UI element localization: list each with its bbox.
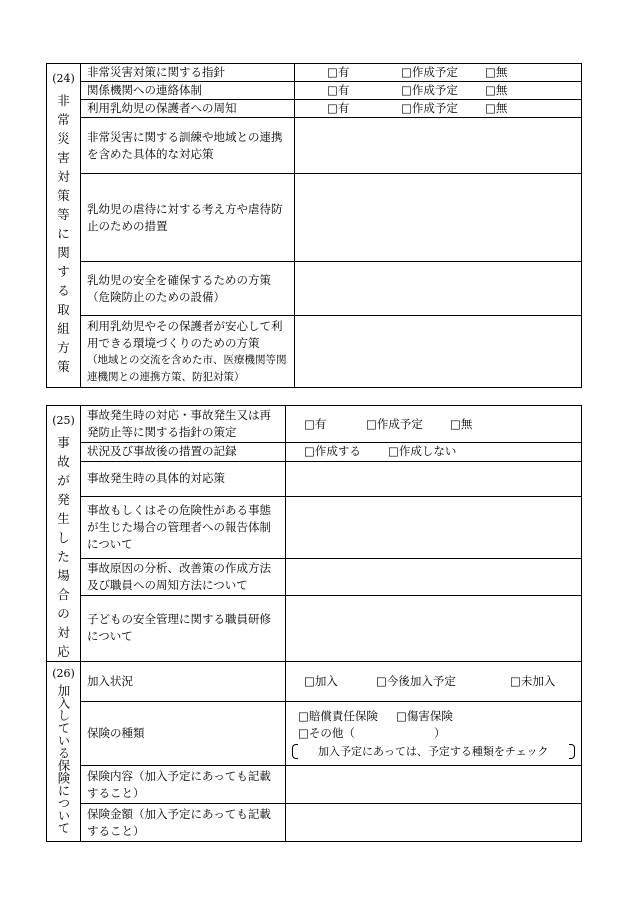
section-24-table — [46, 63, 582, 388]
answer-field[interactable] — [295, 316, 582, 388]
checkbox-will-create[interactable]: □作成する — [304, 444, 361, 459]
answer-field[interactable] — [286, 804, 582, 842]
section-24-side-header — [47, 64, 81, 388]
row-label: 事故原因の分析、改善策の作成方法及び職員への周知方法について — [81, 558, 286, 595]
section-25-number: (25) — [52, 414, 75, 427]
checkbox-yes[interactable]: □有 — [327, 65, 350, 79]
checkbox-yes[interactable]: □有 — [327, 83, 350, 97]
insurance-type-options[interactable] — [286, 702, 582, 766]
checkbox-no[interactable]: □無 — [485, 65, 508, 79]
row-label: 利用乳幼児やその保護者が安心して利用できる環境づくりのための方策 （地域との交流を含めた市、医療機関等関連機関との連携方策、防犯対策） — [81, 316, 295, 388]
checkbox-no[interactable]: □無 — [485, 83, 508, 97]
answer-field[interactable] — [286, 595, 582, 661]
checkbox-group[interactable] — [286, 443, 582, 462]
other-close-paren: ） — [434, 725, 446, 740]
row-label: 状況及び事故後の措置の記録 — [81, 443, 286, 462]
row-label: 非常災害に関する訓練や地域との連携を含めた具体的な対応策 — [81, 118, 295, 174]
checkbox-liability-insurance[interactable]: □賠償責任保険 — [298, 708, 378, 723]
row-label: 子どもの安全管理に関する職員研修について — [81, 595, 286, 661]
row-label: 保険内容（加入予定にあっても記載すること） — [81, 766, 286, 804]
answer-field[interactable] — [286, 496, 582, 558]
section-25-26-table — [46, 405, 582, 842]
checkbox-group[interactable] — [295, 82, 582, 100]
row-label: 保険の種類 — [81, 702, 286, 766]
row-label: 事故発生時の具体的対応策 — [81, 461, 286, 496]
row-label: 利用乳幼児の保護者への周知 — [81, 100, 295, 118]
section-24-number: (24) — [52, 72, 75, 85]
section-26-side-header — [47, 662, 81, 842]
checkbox-planned[interactable]: □作成予定 — [401, 83, 458, 97]
checkbox-other[interactable]: □その他（ — [298, 725, 355, 740]
checkbox-group[interactable] — [295, 100, 582, 118]
checkbox-group[interactable] — [286, 406, 582, 443]
checkbox-group[interactable] — [295, 64, 582, 82]
answer-field[interactable] — [295, 174, 582, 262]
row-label: 関係機関への連絡体制 — [81, 82, 295, 100]
checkbox-planned[interactable]: □作成予定 — [401, 65, 458, 79]
row-label: 乳幼児の虐待に対する考え方や虐待防止のための措置 — [81, 174, 295, 262]
answer-field[interactable] — [295, 118, 582, 174]
checkbox-plan-to-enroll[interactable]: □今後加入予定 — [376, 674, 456, 688]
section-25-side-header — [47, 406, 81, 662]
row-label: 加入状況 — [81, 662, 286, 702]
checkbox-group[interactable] — [286, 662, 582, 702]
checkbox-planned[interactable]: □作成予定 — [401, 101, 458, 115]
row-label: 非常災害対策に関する指針 — [81, 64, 295, 82]
answer-field[interactable] — [295, 262, 582, 316]
checkbox-will-not-create[interactable]: □作成しない — [388, 444, 457, 459]
section-25-title: 事 故 が 発 生 し た 場 合 の 対 応 — [57, 435, 70, 659]
answer-field[interactable] — [286, 558, 582, 595]
row-label: 事故発生時の対応・事故発生又は再発防止等に関する指針の策定 — [81, 406, 286, 443]
insurance-type-note: 加入予定にあっては、予定する種類をチェック — [292, 743, 575, 760]
checkbox-accident-insurance[interactable]: □傷害保険 — [396, 708, 453, 723]
checkbox-yes[interactable]: □有 — [327, 101, 350, 115]
answer-field[interactable] — [286, 461, 582, 496]
answer-field[interactable] — [286, 766, 582, 804]
section-24-title: 非 常 災 害 対 策 等 に 関 す る 取 組 方 策 — [57, 93, 70, 374]
row-label: 乳幼児の安全を確保するための方策 （危険防止のための設備） — [81, 262, 295, 316]
checkbox-enrolled[interactable]: □加入 — [304, 674, 338, 688]
row-label: 保険金額（加入予定にあっても記載すること） — [81, 804, 286, 842]
section-26-title: 加入している保険について — [56, 684, 71, 834]
checkbox-no[interactable]: □無 — [485, 101, 508, 115]
checkbox-no[interactable]: □無 — [450, 416, 473, 431]
checkbox-yes[interactable]: □有 — [304, 416, 327, 431]
row-label: 事故もしくはその危険性がある事態が生じた場合の管理者への報告体制について — [81, 496, 286, 558]
checkbox-not-enrolled[interactable]: □未加入 — [510, 674, 556, 688]
checkbox-planned[interactable]: □作成予定 — [366, 416, 423, 431]
section-26-number: (26) — [52, 667, 75, 680]
